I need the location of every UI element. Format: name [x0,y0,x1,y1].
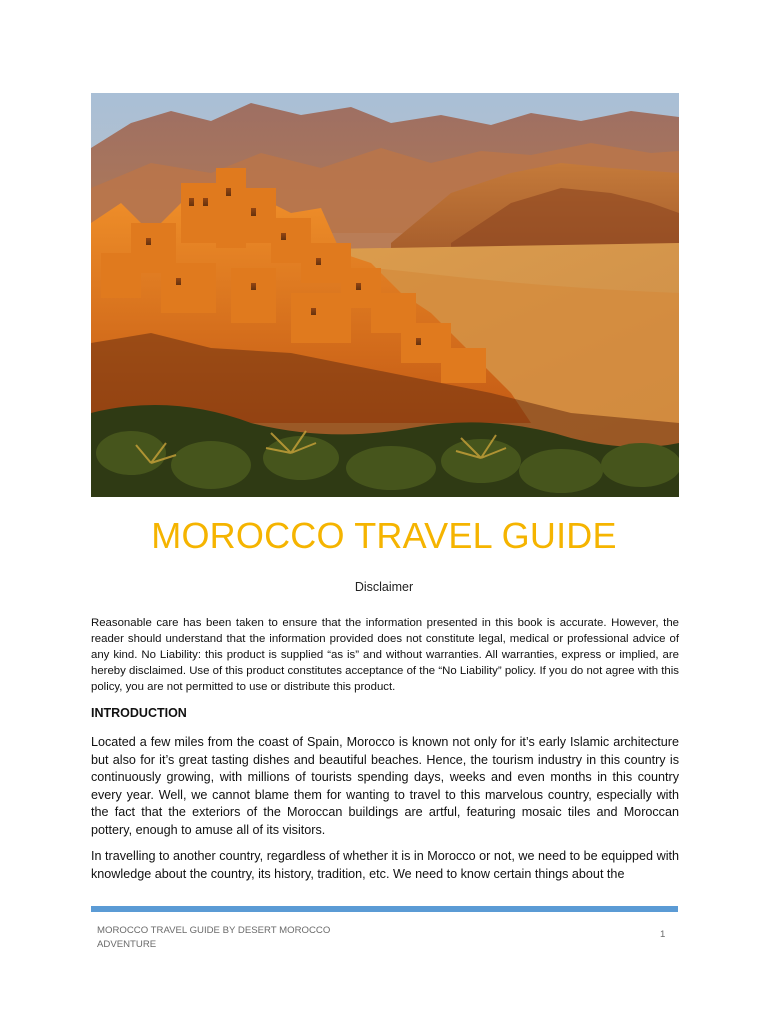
introduction-paragraph: Located a few miles from the coast of Spain, Morocco is known not only for it’s early Islamic architecture but also for it’s great tasting dishes and beautiful beaches. Hence, the tourism industry in this country is continuously growing, with millions of tourists spending days, weeks and even months in this country every year. Well, we cannot blame them for wanting to travel to this marvelous country, especially with the fact that the exteriors of the Moroccan buildings are artful, featuring mosaic tiles and Moroccan pottery, enough to amuse all of its visitors. [91,735,679,837]
footer-text: MOROCCO TRAVEL GUIDE BY DESERT MOROCCO ADVENTURE [97,925,331,950]
introduction-heading: INTRODUCTION [91,706,187,720]
cover-photo [91,93,679,497]
document-title: MOROCCO TRAVEL GUIDE [151,515,617,556]
kasbah-landscape-photo [91,93,679,497]
introduction-paragraph: In travelling to another country, regardless of whether it is in Morocco or not, we need to be equipped with knowledge about the country, its history, tradition, etc. We need to know certain things about the [91,849,679,881]
disclaimer-body: Reasonable care has been taken to ensure that the information presented in this book is accurate. However, the reader should understand that the information provided does not constitute legal, medical or professional advice of any kind. No Liability: this product is supplied “as is” and without warranties. All warranties, express or implied, are hereby disclaimed. Use of this product constitutes acceptance of the “No Liability” policy. If you do not agree with this policy, you are not permitted to use or distribute this product. [91,617,679,693]
footer-divider [91,906,678,912]
page-number: 1 [660,929,666,940]
disclaimer-heading: Disclaimer [354,580,414,594]
